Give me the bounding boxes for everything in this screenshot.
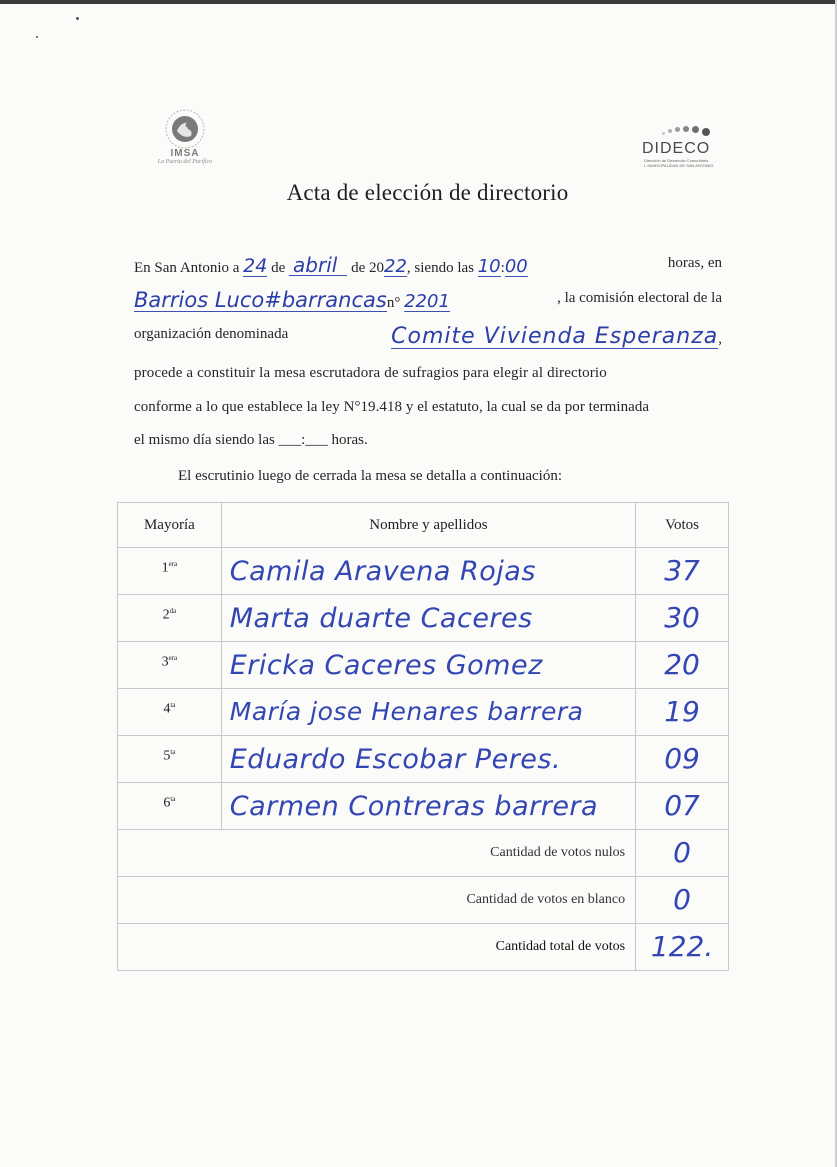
handwritten-month: abril (289, 255, 347, 276)
intro-line-3 (134, 326, 722, 349)
total-votes-row (118, 924, 729, 971)
candidate-name: Ericka Caceres Gomez (229, 650, 543, 681)
header-votes: Votos (636, 503, 729, 548)
name-cell (221, 689, 635, 736)
text-fragment: , la comisión electoral de la (557, 290, 722, 306)
text-fragment: : (500, 260, 505, 276)
null-votes-value: 0 (673, 836, 691, 869)
name-cell (221, 783, 635, 830)
page-edge (0, 0, 837, 4)
blank-votes-value: 0 (673, 883, 691, 916)
table-row (118, 736, 729, 783)
imsa-emblem-icon (163, 108, 207, 150)
blank-votes-label: Cantidad de votos en blanco (118, 877, 636, 924)
rank-cell: $3^{era}$ (118, 642, 222, 689)
votes-cell (636, 783, 729, 830)
candidate-name: Marta duarte Caceres (229, 603, 533, 634)
votes-cell (636, 689, 729, 736)
handwritten-number: 2201 (404, 291, 450, 312)
text-fragment: , (718, 331, 722, 347)
intro-line-6: el mismo día siendo las ___:___ horas. (134, 432, 368, 448)
total-votes-label: Cantidad total de votos (118, 924, 636, 971)
null-votes-row (118, 830, 729, 877)
total-votes-value: 122. (650, 930, 714, 963)
candidate-votes: 09 (664, 742, 700, 775)
text-fragment: de (271, 260, 286, 276)
text-fragment: horas, en (667, 255, 722, 271)
dideco-dots-icon (640, 122, 730, 138)
intro-line-5: conforme a lo que establece la ley N°19.418 y el estatuto, la cual se da por terminada (134, 399, 650, 415)
votes-cell (636, 736, 729, 783)
text-fragment: de 20 (351, 260, 384, 276)
intro-line-3-org (391, 326, 722, 349)
candidate-name: Eduardo Escobar Peres. (229, 744, 562, 775)
table-row (118, 548, 729, 595)
rank-cell: $4^{ta}$ (118, 689, 222, 736)
votes-cell (636, 642, 729, 689)
table-header (118, 503, 729, 548)
candidate-votes: 19 (664, 695, 700, 728)
votes-cell (636, 595, 729, 642)
votes-cell (636, 830, 729, 877)
candidate-votes: 20 (664, 648, 700, 681)
imsa-logo (144, 108, 226, 176)
imsa-name: IMSA (170, 148, 200, 159)
text-fragment: En San Antonio a (134, 260, 240, 276)
results-table (117, 502, 729, 971)
votes-cell (636, 877, 729, 924)
imsa-tagline: La Puerta del Pacífico (157, 159, 213, 165)
intro-line-1 (134, 255, 722, 277)
handwritten-hour: 10 (477, 256, 501, 277)
candidate-votes: 07 (664, 789, 700, 822)
blank-votes-row (118, 877, 729, 924)
text-fragment: n° (386, 295, 401, 311)
dideco-subtitle: Dirección de Desarrollo Comunitario (644, 158, 709, 163)
intro-line-4: procede a constituir la mesa escrutadora de sufragios para elegir al directorio (134, 365, 607, 381)
document-title: Acta de elección de directorio (286, 180, 569, 205)
name-cell (221, 642, 635, 689)
handwritten-address: Barrios Luco#barrancas (134, 288, 387, 312)
text-fragment: , siendo las (406, 260, 474, 276)
dideco-name: DIDECO (642, 140, 711, 157)
candidate-name: Carmen Contreras barrera (229, 791, 599, 822)
handwritten-organization: Comite Vivienda Esperanza (391, 324, 719, 349)
votes-cell (636, 924, 729, 971)
candidate-votes: 30 (664, 601, 700, 634)
rank-cell: $5^{ta}$ (118, 736, 222, 783)
table-row (118, 595, 729, 642)
rank-cell: $6^{ta}$ (118, 783, 222, 830)
intro-line-7: El escrutinio luego de cerrada la mesa se detalla a continuación: (178, 468, 563, 484)
header-name: Nombre y apellidos (221, 503, 635, 548)
dideco-municipality: I. MUNICIPALIDAD DE SAN ANTONIO (644, 163, 714, 168)
name-cell (221, 595, 635, 642)
header-rank: Mayoría (118, 503, 222, 548)
rank-cell: $2^{da}$ (118, 595, 222, 642)
table-row (118, 642, 729, 689)
name-cell (221, 736, 635, 783)
handwritten-minute: 00 (504, 256, 528, 277)
handwritten-year: 22 (384, 256, 407, 277)
dideco-logo (640, 122, 730, 174)
name-cell (221, 548, 635, 595)
null-votes-label: Cantidad de votos nulos (118, 830, 636, 877)
scan-speck (76, 17, 79, 20)
text-fragment: organización denominada (134, 326, 289, 342)
candidate-votes: 37 (664, 554, 700, 587)
intro-line-1-text (134, 255, 528, 277)
votes-cell (636, 548, 729, 595)
intro-line-2-text (134, 290, 450, 312)
table-row (118, 689, 729, 736)
rank-cell: $1^{era}$ (118, 548, 222, 595)
scan-speck (36, 36, 38, 38)
table-row (118, 783, 729, 830)
candidate-name: María jose Henares barrera (229, 697, 584, 726)
intro-line-2 (134, 290, 722, 312)
handwritten-day: 24 (243, 255, 268, 277)
candidate-name: Camila Aravena Rojas (229, 556, 536, 587)
